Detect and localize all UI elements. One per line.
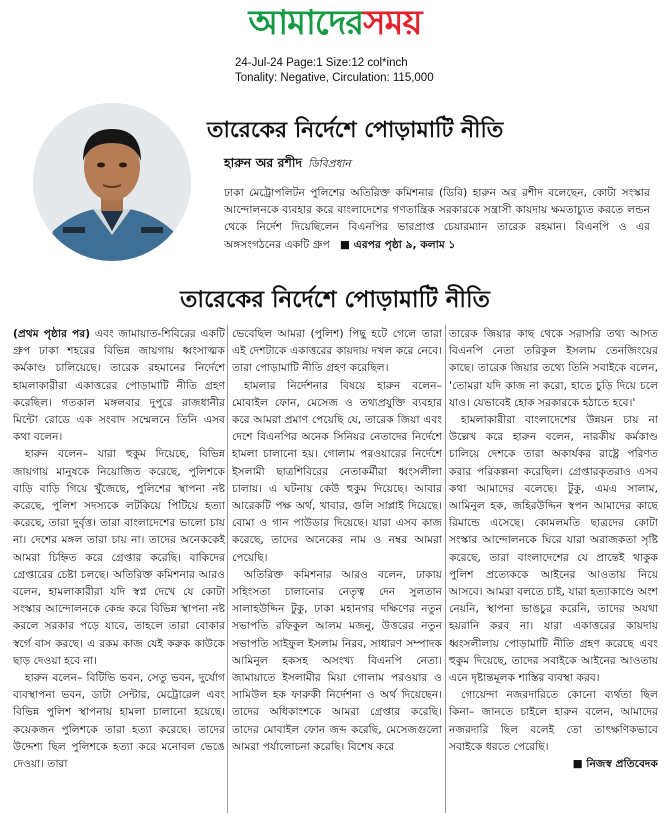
- article-column-3: [449, 325, 658, 813]
- portrait-illustration: [33, 103, 191, 261]
- paragraph: অতিরিক্ত কমিশনার আরও বলেন, ঢাকায় সহিংসতা চালানোর নেতৃত্ব দেন সুলতান সালাহউদ্দিন টুকু, ঢাকা মহানগর দক্ষিণের নতুন সভাপতি রফিকুল আলম মজনু, উত্তরের নতুন সভাপতি সাইফুল ইসলাম নিরব, সাধারণ সম্পাদক আমিনুল হকসহ অসংখ্য বিএনপি নেতা। জামায়াতে ইসলামীর মিয়া গোলাম পরওয়ার ও সামিউল হক ফারুকী নির্দেশনা ও অর্থ দিয়েছেন। তাদের অধিকাংশকে আমরা গ্রেপ্তার করেছি। তাদের মোবাইল ফোন জব্দ করেছি, মেসেজগুলো আমরা পর্যালোচনা করেছি। বিশেষ করে: [232, 567, 442, 753]
- summary-text: ঢাকা মেট্রোপলিটন পুলিশের অতিরিক্ত কমিশনার (ডিবি) হারুন অর রশীদ বলেছেন, কোটা সংস্কার আন্দোলনকে ব্যবহার করে বাংলাদেশের গণতান্ত্রিক সরকারকে সন্ত্রাসী কায়দায় ক্ষমতাচ্যুত করতে লন্ডন থেকে নির্দেশ দিয়েছিলেন বিএনপির ভারপ্রাপ্ত চেয়ারম্যান তারেক রহমান। বিএনপি ও এর অঙ্গসংগঠনের একটি গ্রুপ: [224, 186, 650, 251]
- clip-metadata: [235, 56, 434, 86]
- continued-reference: ■ এরপর পৃষ্ঠা ৯, কলাম ১: [339, 237, 456, 251]
- reporter-signoff: ■ নিজস্ব প্রতিবেদক: [572, 757, 658, 771]
- masthead: [0, 0, 670, 48]
- paragraph: হারুন বলেন– বিটিভি ভবন, সেতু ভবন, দুর্যোগ ব্যবস্থাপনা ভবন, ডাটা সেন্টার, মেট্রোরেল এবং বিভিন্ন পুলিশ স্থাপনায় হামলা চালানো হয়েছে। কয়েকজন পুলিশকে তারা হত্যা করেছে। তাদের উদ্দেশ্য ছিল পুলিশকে হত্যা করে মনোবল ভেঙে দেওয়া। তারা: [13, 671, 225, 771]
- article-column-2: [232, 325, 442, 813]
- paragraph: [13, 325, 225, 445]
- column-divider: [445, 325, 446, 813]
- headline-top: তারেকের নির্দেশে পোড়ামাটি নীতি: [207, 118, 504, 143]
- headline-main: তারেকের নির্দেশে পোড়ামাটি নীতি: [180, 287, 490, 313]
- paragraph: হামলাকারীরা বাংলাদেশের উন্নয়ন চায় না উল্লেখ করে হারুন বলেন, নারকীয় কর্মকাণ্ড চালিয়ে দেশকে তারা অকার্যকর রাষ্ট্রে পরিণত করার পরিকল্পনা করেছিল। গ্রেপ্তারকৃতরাও এসব কথা আমাদের বলেছে। টুকু, এমএ সালাম, আমিনুল হক, জহিরউদ্দিন স্বপন আমাদের কাছে রিমান্ডে এসেছে। কোমলমতি ছাত্রদের কোটা সংস্কার আন্দোলনকে ঘিরে যারা অরাজকতা সৃষ্টি করেছে, তারা বাংলাদেশের যে প্রান্তেই থাকুক পুলিশ প্রত্যেককে আইনের আওতায় নিয়ে আসবে। আমরা বলতে চাই, যারা হত্যাকাণ্ডে অংশ নেয়নি, স্থাপনা ভাঙচুর করেনি, তাদের অযথা হয়রানি করব না। যারা একাত্তরের কায়দায় ধ্বংসলীলায় পোড়ামাটি নীতি গ্রহণ করেছে এবং হুকুম দিয়েছে, তাদের সবাইকে আইনের আওতায় এনে দৃষ্টান্তমূলক শাস্তির ব্যবস্থা করব।: [449, 413, 658, 685]
- logo-part-1: আমাদের: [248, 3, 364, 43]
- newspaper-logo: [249, 2, 422, 44]
- paragraph: তারেক জিয়ার কাছ থেকে সরাসরি তথ্য আসত বিএনপি নেতা তরিকুল ইসলাম তেনজিংয়ের কাছে। তারেক জিয়ার তথ্যে তিনি সবাইকে বলেন, 'তোমরা যদি কাজ না করো, হাতে চুড়ি দিয়ে চলে যাও। যেভাবেই হোক সরকারকে হঠাতে হবে।': [449, 327, 658, 409]
- paragraph: হারুন বলেন– যারা হুকুম দিয়েছে, বিভিন্ন জায়গায় মানুষকে নিয়োজিত করেছে, পুলিশকে বাড়ি বাড়ি গিয়ে খুঁজেছে, পুলিশের স্থাপনা নষ্ট করেছে, পুলিশ সদস্যকে লটকিয়ে পিটিয়ে হত্যা করেছে, তারা দুর্বৃত্ত। তারা বাংলাদেশের ভালো চায় না। দেশের মঙ্গল তারা চায় না। তাদের অনেককেই আমরা চিহ্নিত করে গ্রেপ্তার করেছি। বাকিদের গ্রেপ্তারের চেষ্টা চলছে। অতিরিক্ত কমিশনার আরও বলেন, হামলাকারীরা যদি স্বপ্ন দেখে যে কোটা সংস্কার আন্দোলনকে কেন্দ্র করে বিভিন্ন স্থাপনা নষ্ট করলে সরকার পড়ে যাবে, তাহলে তারা বোকার স্বর্গে বাস করছে। এ রকম কাজ যেই করুক কাউকে ছাড় দেওয়া হবে না।: [13, 447, 225, 667]
- paragraph-text: এবং জামায়াত-শিবিরের একটি গ্রুপ ঢাকা শহরের বিভিন্ন জায়গায় ধ্বংসাত্মক কর্মকাণ্ড চালিয়েছে। তারেক রহমানের নির্দেশে হামলাকারীরা একাত্তরের পোড়ামাটি নীতি গ্রহণ করেছিল। গতকাল মঙ্গলবার দুপুরে রাজধানীর মিন্টো রোডে এক সংবাদ সম্মেলনে তিনি এসব কথা বলেন।: [13, 327, 225, 444]
- byline-name: হারুন অর রশীদ: [224, 155, 303, 170]
- portrait-photo: [33, 103, 191, 261]
- front-page-summary: [224, 184, 650, 253]
- byline-role: ডিবিপ্রধান: [308, 158, 351, 170]
- clip-meta-line-2: Tonality: Negative, Circulation: 115,000: [235, 72, 434, 84]
- logo-part-2: সময়: [363, 3, 422, 43]
- article-column-1: [13, 325, 225, 813]
- paragraph: ভেবেছিল আমরা (পুলিশ) পিছু হটে গেলে তারা এই দেশটাকে একাত্তরের কায়দায় দখল করে নেবে। তারা পোড়ামাটি নীতি গ্রহণ করেছিল।: [232, 327, 442, 375]
- byline: [224, 154, 351, 173]
- clip-meta-line-1: 24-Jul-24 Page:1 Size:12 col*inch: [235, 57, 408, 69]
- continued-from-label: (প্রথম পৃষ্ঠার পর): [13, 327, 91, 340]
- article-body: [13, 325, 658, 813]
- paragraph: গোয়েন্দা নজরদারিতে কোনো ব্যর্থতা ছিল কিনা– জানতে চাইলে হারুন বলেন, আমাদের নজরদারি ছিল বলেই তো তাৎক্ষণিকভাবে সবাইকে ধরতে পেরেছি।: [449, 688, 658, 753]
- paragraph: হামলার নির্দেশনার বিষয়ে হারুন বলেন– মোবাইল ফোন, মেসেজ ও তথ্যপ্রযুক্তি ব্যবহার করে আমরা প্রমাণ পেয়েছি যে, তারেক জিয়া এবং দেশে বিএনপির অনেক সিনিয়র নেতাদের নির্দেশে হামলা চালানো হয়। গোলাম পরওয়ারের নির্দেশে ইসলামী ছাত্রশিবিরের নেতাকর্মীরা ধ্বংসলীলা চালায়। এ ঘটনায় কেউ হুকুম দিয়েছে। আবার আরেকটি পক্ষ অর্থ, খাবার, গুলি সাপ্লাই দিয়েছে। বোমা ও গান পাউডার দিয়েছে। যারা এসব কাজ করেছে, তাদের অনেকের নাম ও নম্বর আমরা পেয়েছি।: [232, 378, 442, 564]
- column-divider: [227, 325, 228, 813]
